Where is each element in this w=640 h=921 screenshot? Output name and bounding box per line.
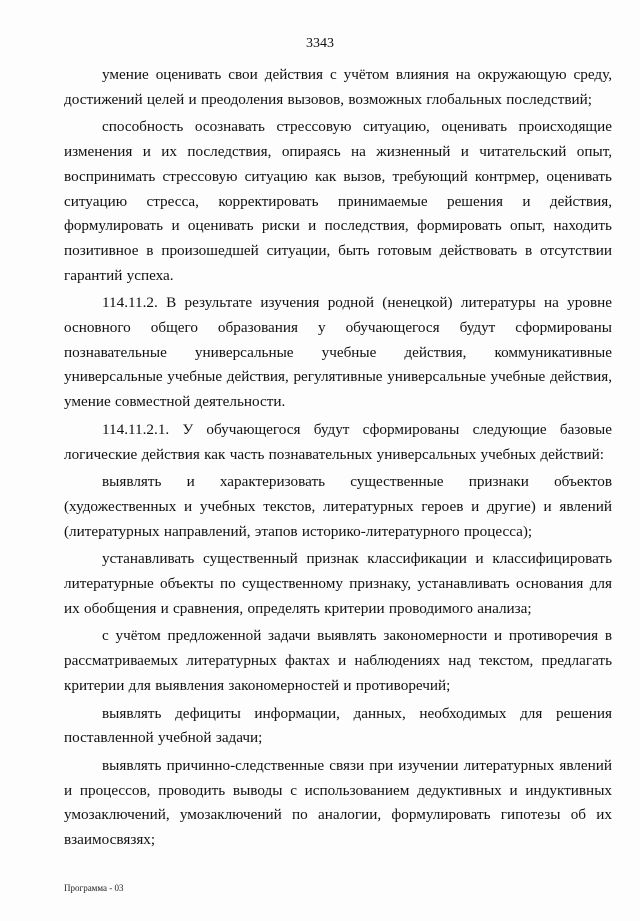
paragraph: 114.11.2. В результате изучения родной (ненецкой) литературы на уровне основного общего образования у обучающегося будут сформированы познавательные универсальные учебные действия, коммуникативные универсальные учебные действия, регулятивные универсальные учебные действия, умение совместной деятельности.	[64, 294, 612, 411]
paragraph: с учётом предложенной задачи выявлять закономерности и противоречия в рассматриваемых литературных фактах и наблюдениях над текстом, предлагать критерии для выявления закономерностей и противоречий;	[64, 627, 612, 694]
paragraph: выявлять причинно-следственные связи при изучении литературных явлений и процессов, проводить выводы с использованием дедуктивных и индуктивных умозаключений, умозаключений по аналогии, формулировать гипотезы об их взаимосвязях;	[64, 756, 612, 849]
page-number: 3343	[306, 36, 334, 51]
paragraph: устанавливать существенный признак классификации и классифицировать литературные объекты по существенному признаку, устанавливать основания для их обобщения и сравнения, определять критерии проводимого анализа;	[64, 550, 612, 617]
paragraph: 114.11.2.1. У обучающегося будут сформированы следующие базовые логические действия как часть познавательных универсальных учебных действий:	[64, 420, 612, 463]
paragraph: выявлять дефициты информации, данных, необходимых для решения поставленной учебной задачи;	[64, 704, 612, 747]
paragraph: умение оценивать свои действия с учётом влияния на окружающую среду, достижений целей и преодоления вызовов, возможных глобальных последствий;	[64, 66, 612, 108]
paragraph: выявлять и характеризовать существенные признаки объектов (художественных и учебных текстов, литературных героев и другие) и явлений (литературных направлений, этапов историко-литературного процесса);	[64, 473, 612, 540]
paragraph: способность осознавать стрессовую ситуацию, оценивать происходящие изменения и их последствия, опираясь на жизненный и читательский опыт, воспринимать стрессовую ситуацию как вызов, требующий контрмер, оценивать ситуацию стресса, корректировать принимаемые решения и действия, формулировать и оценивать риски и последствия, формировать опыт, находить позитивное в произошедшей ситуации, быть готовым действовать в отсутствии гарантий успеха.	[64, 118, 612, 284]
document-body	[64, 63, 612, 856]
footer-note: Программа - 03	[64, 883, 124, 893]
